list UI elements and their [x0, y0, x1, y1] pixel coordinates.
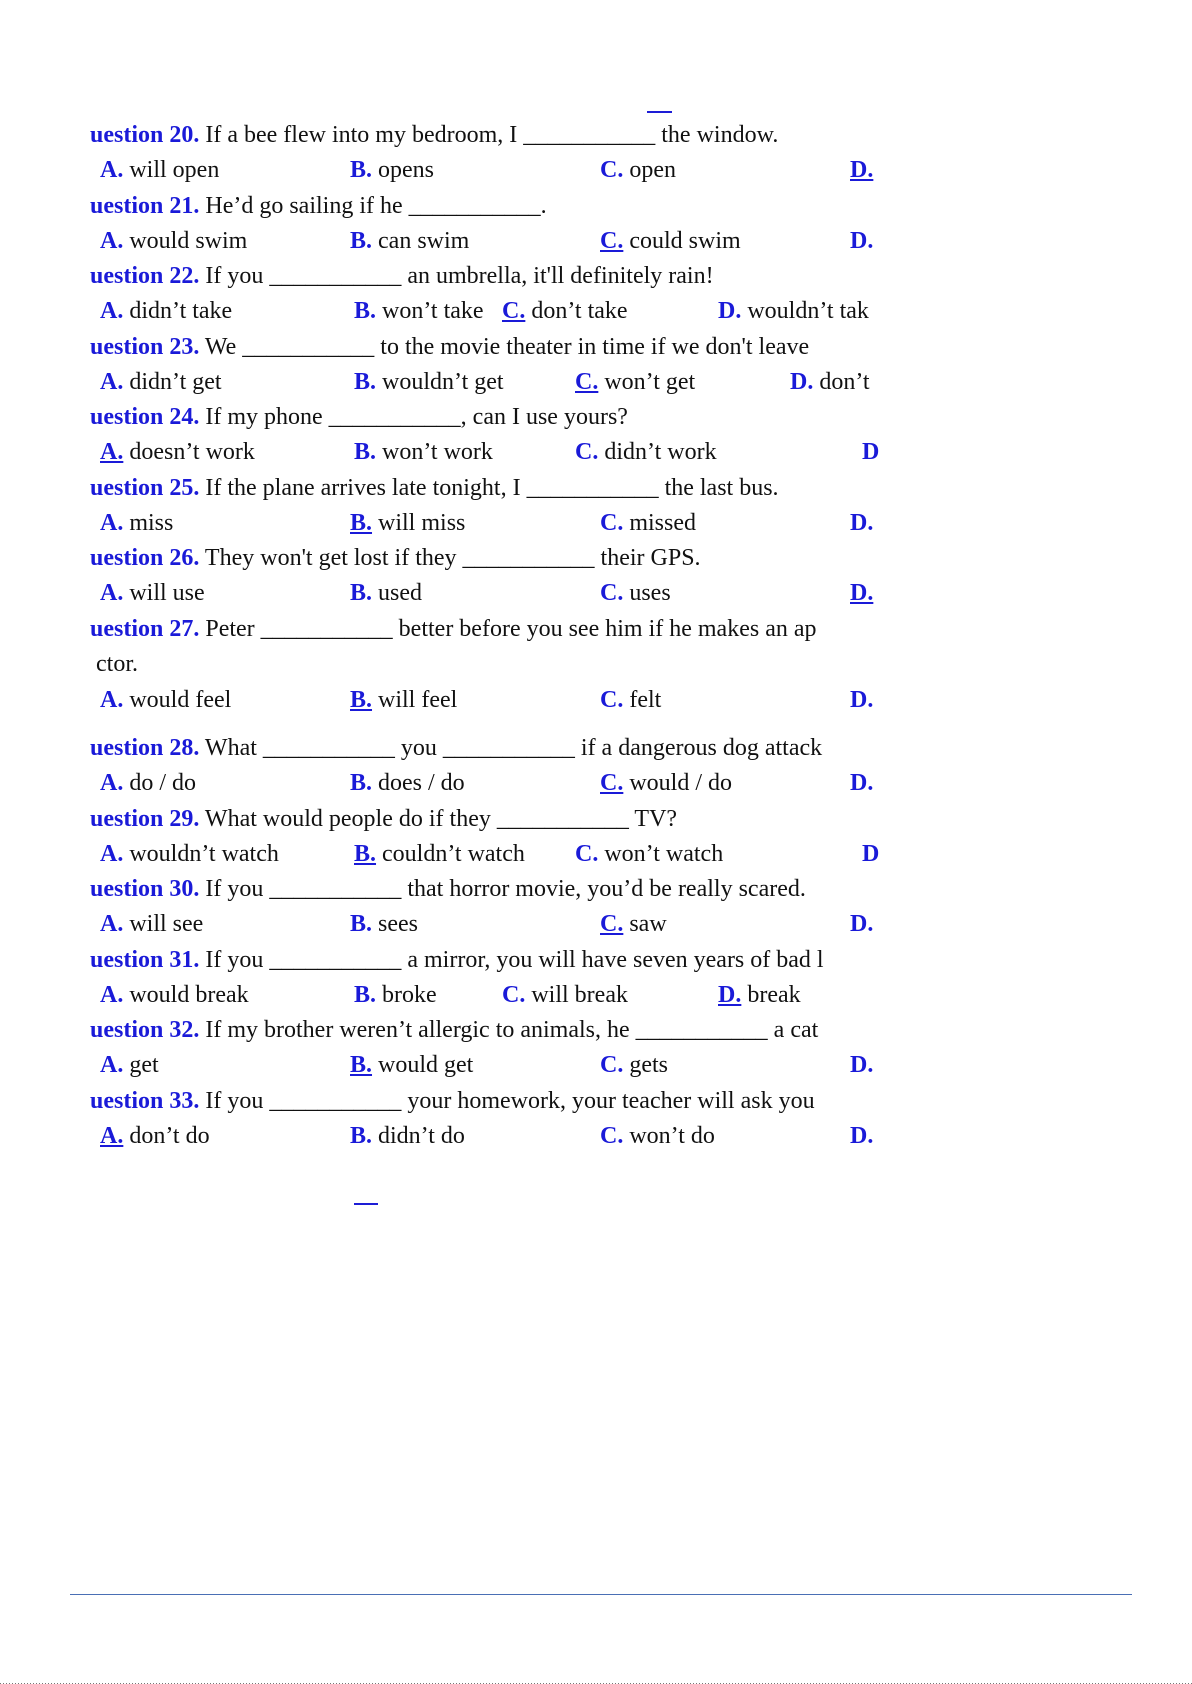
option-text: don’t do	[123, 1123, 210, 1149]
footer-rule	[70, 1594, 1132, 1595]
question-stem	[90, 945, 824, 975]
option-text: miss	[123, 510, 174, 536]
option-text: gets	[623, 1052, 669, 1078]
option-letter: C.	[575, 369, 599, 395]
option-letter: D.	[850, 911, 874, 937]
option-letter: C.	[600, 580, 624, 606]
option-text: didn’t get	[123, 369, 222, 395]
option-letter: A.	[100, 911, 124, 937]
answer-options	[100, 980, 920, 1010]
question-number: uestion 23.	[90, 334, 200, 360]
question-text: If my phone ___________, can I use yours?	[199, 404, 628, 430]
option-letter: B.	[350, 770, 373, 796]
question-number: uestion 25.	[90, 475, 200, 501]
option-letter: D.	[790, 369, 814, 395]
answer-options	[100, 685, 920, 715]
answer-option[interactable]	[718, 980, 801, 1010]
option-text: will feel	[372, 687, 458, 713]
answer-options	[100, 578, 920, 608]
question-stem	[90, 804, 677, 834]
answer-option[interactable]	[600, 508, 696, 538]
option-letter: A.	[100, 439, 124, 465]
question-stem	[90, 120, 778, 150]
question-text: If you ___________ that horror movie, you’d be really scared.	[199, 876, 806, 902]
answer-option[interactable]	[850, 909, 873, 939]
option-text: won’t work	[376, 439, 493, 465]
question-stem	[90, 402, 628, 432]
option-letter: B.	[350, 580, 373, 606]
answer-option[interactable]	[354, 980, 437, 1010]
option-letter: C.	[600, 911, 624, 937]
answer-option[interactable]	[600, 1050, 668, 1080]
option-letter: B.	[354, 298, 377, 324]
answer-options	[100, 437, 920, 467]
option-text: break	[741, 982, 801, 1008]
answer-option[interactable]	[502, 980, 628, 1010]
question-text: If you ___________ an umbrella, it'll definitely rain!	[199, 263, 714, 289]
answer-option[interactable]	[600, 909, 667, 939]
question-stem	[90, 733, 822, 763]
answer-option[interactable]	[100, 437, 255, 467]
answer-option[interactable]	[850, 685, 873, 715]
answer-option[interactable]	[350, 226, 469, 256]
option-letter: A.	[100, 841, 124, 867]
answer-option[interactable]	[100, 1050, 159, 1080]
option-letter: C.	[502, 298, 526, 324]
option-text: could swim	[623, 228, 741, 254]
answer-options	[100, 226, 920, 256]
option-letter: B.	[350, 228, 373, 254]
option-text: would swim	[123, 228, 248, 254]
answer-option[interactable]	[354, 437, 493, 467]
question-text: Peter ___________ better before you see him if he makes an ap	[199, 616, 817, 642]
answer-option[interactable]	[790, 367, 870, 397]
option-letter: D	[862, 439, 880, 465]
question-stem	[90, 473, 779, 503]
option-letter: B.	[354, 439, 377, 465]
option-letter: D.	[850, 510, 874, 536]
option-text: doesn’t work	[123, 439, 255, 465]
option-letter: A.	[100, 580, 124, 606]
answer-option[interactable]	[350, 508, 465, 538]
option-text: couldn’t watch	[376, 841, 525, 867]
question-number: uestion 24.	[90, 404, 200, 430]
question-number: uestion 32.	[90, 1017, 200, 1043]
option-text: would get	[372, 1052, 474, 1078]
answer-option[interactable]	[100, 367, 222, 397]
option-text: sees	[372, 911, 418, 937]
option-text: missed	[623, 510, 697, 536]
option-letter: B.	[354, 369, 377, 395]
option-text: open	[623, 157, 676, 183]
answer-options	[100, 909, 920, 939]
option-text: don’t	[813, 369, 870, 395]
option-text: does / do	[372, 770, 465, 796]
option-text: do / do	[123, 770, 197, 796]
answer-option[interactable]	[850, 768, 873, 798]
answer-option[interactable]	[100, 685, 231, 715]
answer-option[interactable]	[575, 839, 723, 869]
option-letter: C.	[575, 439, 599, 465]
footer-mark	[354, 1203, 378, 1205]
answer-options	[100, 1050, 920, 1080]
question-stem	[90, 261, 714, 291]
option-text: would feel	[123, 687, 232, 713]
option-letter: C.	[600, 1052, 624, 1078]
option-text: won’t get	[598, 369, 696, 395]
option-text: won’t watch	[598, 841, 724, 867]
question-text: We ___________ to the movie theater in time if we don't leave	[199, 334, 810, 360]
question-stem	[90, 543, 701, 573]
question-stem	[90, 874, 806, 904]
answer-options	[100, 296, 920, 326]
option-letter: D.	[850, 1123, 874, 1149]
question-number: uestion 29.	[90, 806, 200, 832]
question-number: uestion 21.	[90, 193, 200, 219]
answer-option[interactable]	[600, 578, 671, 608]
option-text: can swim	[372, 228, 470, 254]
answer-option[interactable]	[600, 685, 661, 715]
answer-option[interactable]	[350, 1050, 473, 1080]
answer-option[interactable]	[354, 839, 525, 869]
answer-option[interactable]	[100, 980, 249, 1010]
answer-option[interactable]	[350, 685, 457, 715]
answer-option[interactable]	[850, 155, 873, 185]
question-number: uestion 33.	[90, 1088, 200, 1114]
answer-option[interactable]	[850, 578, 873, 608]
answer-option[interactable]	[350, 155, 434, 185]
option-letter: A.	[100, 228, 124, 254]
option-letter: D.	[850, 157, 874, 183]
question-text: If my brother weren’t allergic to animals, he ___________ a cat	[199, 1017, 819, 1043]
option-text: will use	[123, 580, 205, 606]
answer-option[interactable]	[100, 909, 203, 939]
option-letter: B.	[350, 157, 373, 183]
answer-option[interactable]	[718, 296, 869, 326]
answer-option[interactable]	[600, 768, 732, 798]
option-letter: C.	[502, 982, 526, 1008]
option-text: wouldn’t get	[376, 369, 504, 395]
option-letter: A.	[100, 157, 124, 183]
answer-options	[100, 768, 920, 798]
option-text: wouldn’t tak	[741, 298, 869, 324]
option-text: opens	[372, 157, 435, 183]
answer-option[interactable]	[600, 226, 741, 256]
answer-option[interactable]	[600, 1121, 715, 1151]
option-text: saw	[623, 911, 667, 937]
question-number: uestion 30.	[90, 876, 200, 902]
answer-option[interactable]	[354, 296, 484, 326]
option-letter: C.	[600, 1123, 624, 1149]
option-text: will break	[525, 982, 628, 1008]
option-text: will open	[123, 157, 220, 183]
option-text: broke	[376, 982, 437, 1008]
option-text: didn’t work	[598, 439, 717, 465]
option-letter: A.	[100, 510, 124, 536]
option-text: don’t take	[525, 298, 628, 324]
answer-option[interactable]	[350, 578, 422, 608]
question-number: uestion 22.	[90, 263, 200, 289]
question-text: If you ___________ a mirror, you will have seven years of bad l	[199, 947, 824, 973]
answer-options	[100, 508, 920, 538]
question-stem	[90, 332, 809, 362]
answer-option[interactable]	[850, 508, 873, 538]
question-text: What would people do if they ___________ TV?	[199, 806, 678, 832]
answer-option[interactable]	[575, 367, 695, 397]
option-letter: A.	[100, 687, 124, 713]
option-text: get	[123, 1052, 159, 1078]
option-letter: B.	[354, 982, 377, 1008]
question-text: If a bee flew into my bedroom, I ___________ the window.	[199, 122, 779, 148]
option-letter: D.	[718, 982, 742, 1008]
option-text: felt	[623, 687, 662, 713]
answer-option[interactable]	[350, 909, 418, 939]
option-letter: B.	[350, 510, 373, 536]
option-letter: A.	[100, 982, 124, 1008]
answer-option[interactable]	[100, 155, 219, 185]
answer-options	[100, 839, 920, 869]
answer-option[interactable]	[575, 437, 717, 467]
option-letter: A.	[100, 298, 124, 324]
question-text-continued: ctor.	[96, 651, 138, 677]
option-letter: D.	[718, 298, 742, 324]
answer-option[interactable]	[100, 839, 279, 869]
option-text: won’t take	[376, 298, 484, 324]
answer-option[interactable]	[354, 367, 504, 397]
question-stem	[90, 1086, 815, 1116]
option-text: would break	[123, 982, 249, 1008]
question-number: uestion 27.	[90, 616, 200, 642]
option-letter: D.	[850, 770, 874, 796]
question-number: uestion 26.	[90, 545, 200, 571]
option-letter: D.	[850, 580, 874, 606]
question-text: If you ___________ your homework, your teacher will ask you	[199, 1088, 815, 1114]
answer-option[interactable]	[100, 296, 232, 326]
question-text: If the plane arrives late tonight, I ___________ the last bus.	[199, 475, 779, 501]
option-letter: C.	[600, 770, 624, 796]
answer-option[interactable]	[100, 226, 247, 256]
option-text: wouldn’t watch	[123, 841, 279, 867]
answer-option[interactable]	[850, 1050, 873, 1080]
option-letter: A.	[100, 369, 124, 395]
option-text: would / do	[623, 770, 733, 796]
question-stem	[90, 191, 547, 221]
answer-option[interactable]	[350, 1121, 465, 1151]
answer-option[interactable]	[862, 839, 879, 869]
option-letter: C.	[600, 687, 624, 713]
question-text: They won't get lost if they ___________ their GPS.	[199, 545, 701, 571]
option-letter: D.	[850, 228, 874, 254]
option-letter: B.	[350, 1123, 373, 1149]
option-letter: A.	[100, 1123, 124, 1149]
answer-options	[100, 367, 920, 397]
option-letter: C.	[600, 510, 624, 536]
option-letter: C.	[575, 841, 599, 867]
question-text: What ___________ you ___________ if a dangerous dog attack	[199, 735, 823, 761]
option-text: will miss	[372, 510, 466, 536]
option-letter: A.	[100, 1052, 124, 1078]
answer-option[interactable]	[100, 768, 196, 798]
answer-options	[100, 155, 920, 185]
option-letter: C.	[600, 228, 624, 254]
option-text: used	[372, 580, 423, 606]
answer-option[interactable]	[350, 768, 465, 798]
question-stem	[90, 1015, 818, 1045]
question-stem	[90, 614, 817, 644]
option-letter: D.	[850, 687, 874, 713]
answer-option[interactable]	[502, 296, 628, 326]
option-text: uses	[623, 580, 671, 606]
question-number: uestion 28.	[90, 735, 200, 761]
answer-option[interactable]	[100, 1121, 210, 1151]
option-letter: B.	[350, 687, 373, 713]
answer-option[interactable]	[850, 1121, 873, 1151]
answer-option[interactable]	[862, 437, 879, 467]
option-letter: C.	[600, 157, 624, 183]
option-letter: D	[862, 841, 880, 867]
option-letter: B.	[350, 1052, 373, 1078]
option-letter: A.	[100, 770, 124, 796]
option-letter: B.	[354, 841, 377, 867]
option-letter: D.	[850, 1052, 874, 1078]
answer-option[interactable]	[600, 155, 676, 185]
answer-option[interactable]	[850, 226, 873, 256]
option-letter: B.	[350, 911, 373, 937]
answer-option[interactable]	[100, 578, 205, 608]
option-text: didn’t take	[123, 298, 233, 324]
option-text: didn’t do	[372, 1123, 465, 1149]
option-text: will see	[123, 911, 204, 937]
question-number: uestion 20.	[90, 122, 200, 148]
answer-option[interactable]	[100, 508, 173, 538]
question-text: He’d go sailing if he ___________.	[199, 193, 547, 219]
question-number: uestion 31.	[90, 947, 200, 973]
answer-options	[100, 1121, 920, 1151]
header-mark	[647, 111, 672, 113]
option-text: won’t do	[623, 1123, 715, 1149]
